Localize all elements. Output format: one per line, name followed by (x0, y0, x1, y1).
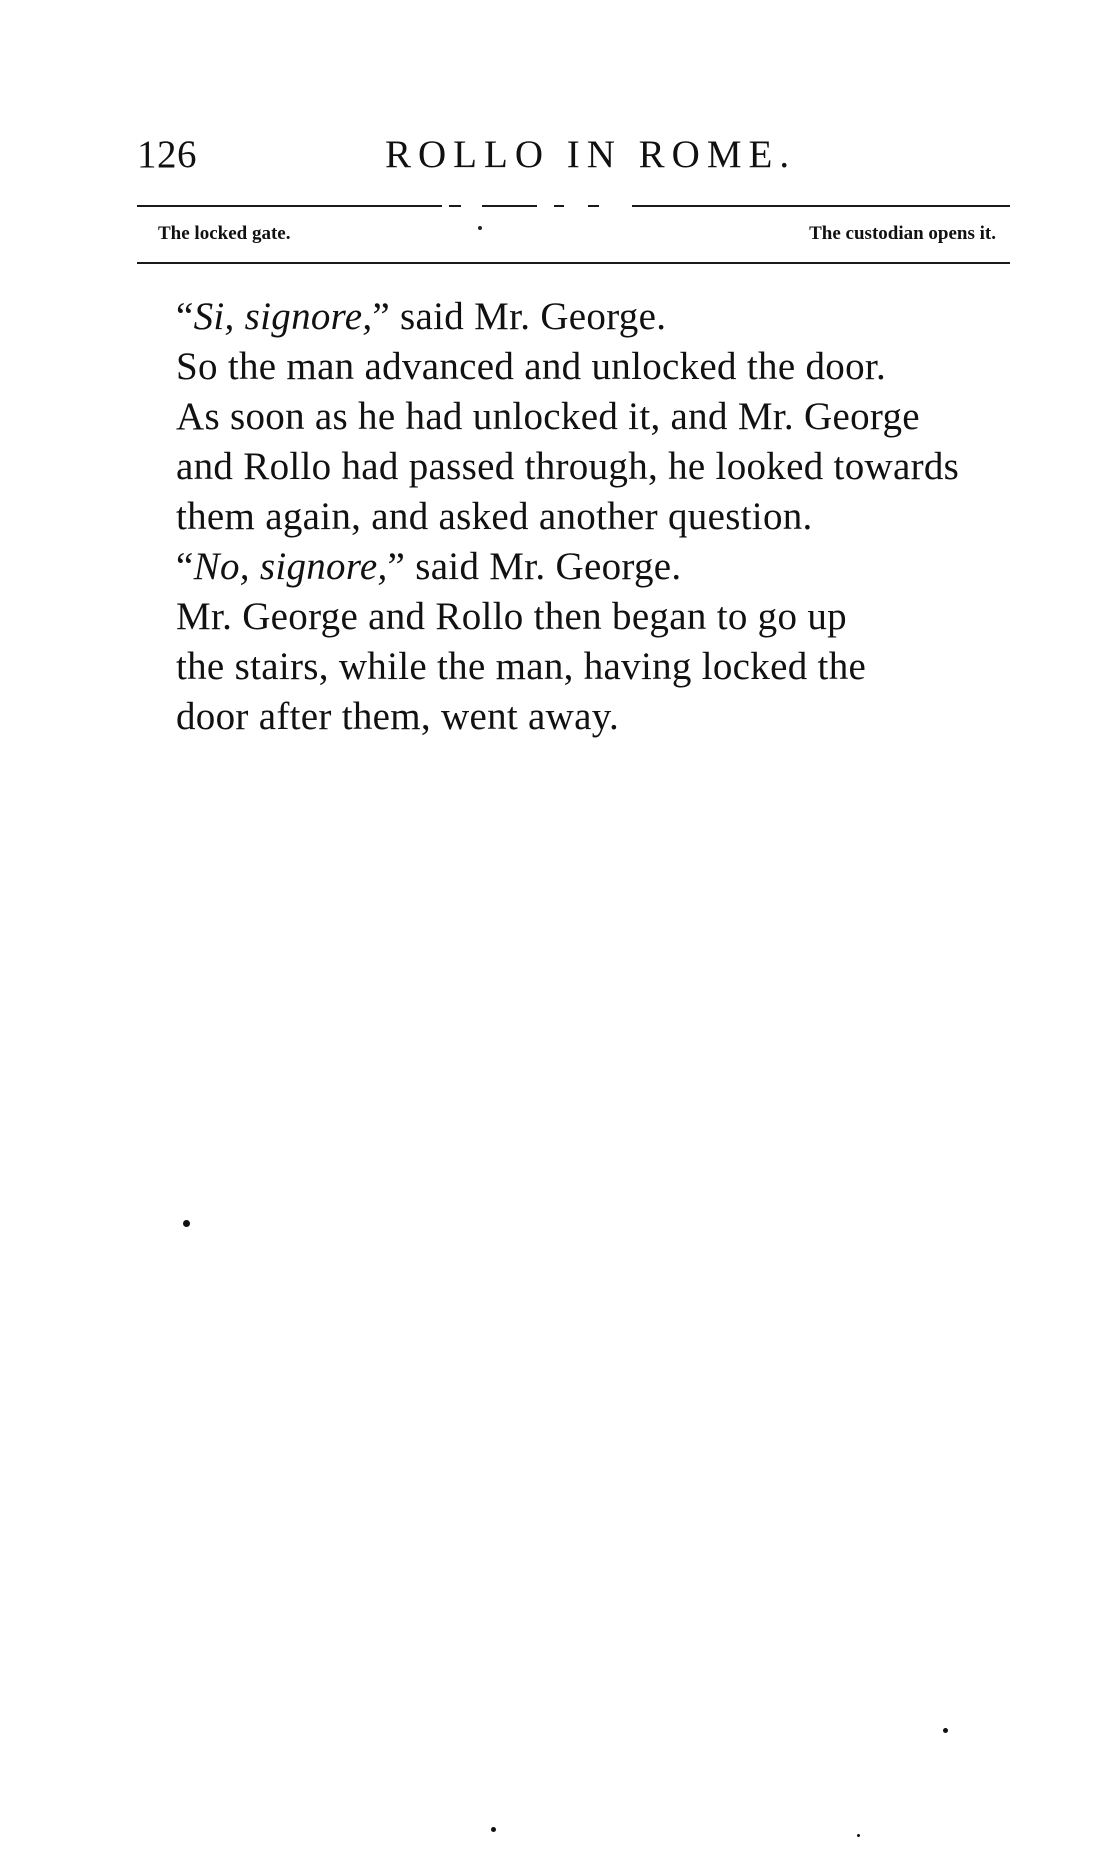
speech-attribution: said Mr. George. (405, 545, 682, 588)
running-topic-right: The custodian opens it. (809, 223, 996, 244)
page-number: 126 (137, 133, 197, 176)
paragraph-dialogue-2 (137, 542, 1010, 592)
ink-speck (857, 1834, 860, 1837)
ink-speck (183, 1220, 190, 1227)
top-rule-dash (554, 205, 564, 207)
top-rule-dash (588, 205, 599, 207)
speech-attribution: said Mr. George. (390, 295, 667, 338)
closing-quote: ” (372, 295, 390, 338)
opening-quote: “ (176, 545, 194, 588)
paragraph-stairs (137, 592, 1010, 742)
ink-speck (491, 1827, 496, 1832)
closing-quote: ” (387, 545, 406, 588)
top-rule-dash (449, 205, 461, 207)
paragraph-line: Mr. George and Rollo then began to go up (176, 595, 847, 638)
paragraph-door-unlocked (137, 342, 1010, 542)
ink-speck (943, 1728, 948, 1733)
print-dot (478, 226, 482, 230)
paragraph-line: them again, and asked another question. (176, 495, 813, 538)
body-text (137, 292, 1010, 742)
top-rule-gap (442, 204, 632, 208)
opening-quote: “ (176, 295, 194, 338)
running-head (137, 130, 1010, 188)
running-topic-left: The locked gate. (158, 223, 291, 244)
paragraph-line: door after them, went away. (176, 695, 620, 738)
paragraph-line: the stairs, while the man, having locked the (176, 645, 867, 688)
paragraph-dialogue-1 (137, 292, 1010, 342)
paragraph-line: So the man advanced and unlocked the door. (176, 345, 887, 388)
top-rule-dash (482, 205, 537, 207)
italic-speech: Si, signore, (193, 295, 373, 338)
bottom-rule (137, 262, 1010, 264)
paragraph-line: As soon as he had unlocked it, and Mr. George (176, 395, 920, 438)
book-title: ROLLO IN ROME. (385, 133, 797, 176)
paragraph-line: and Rollo had passed through, he looked towards (176, 445, 960, 488)
italic-speech: No, signore, (193, 545, 388, 588)
